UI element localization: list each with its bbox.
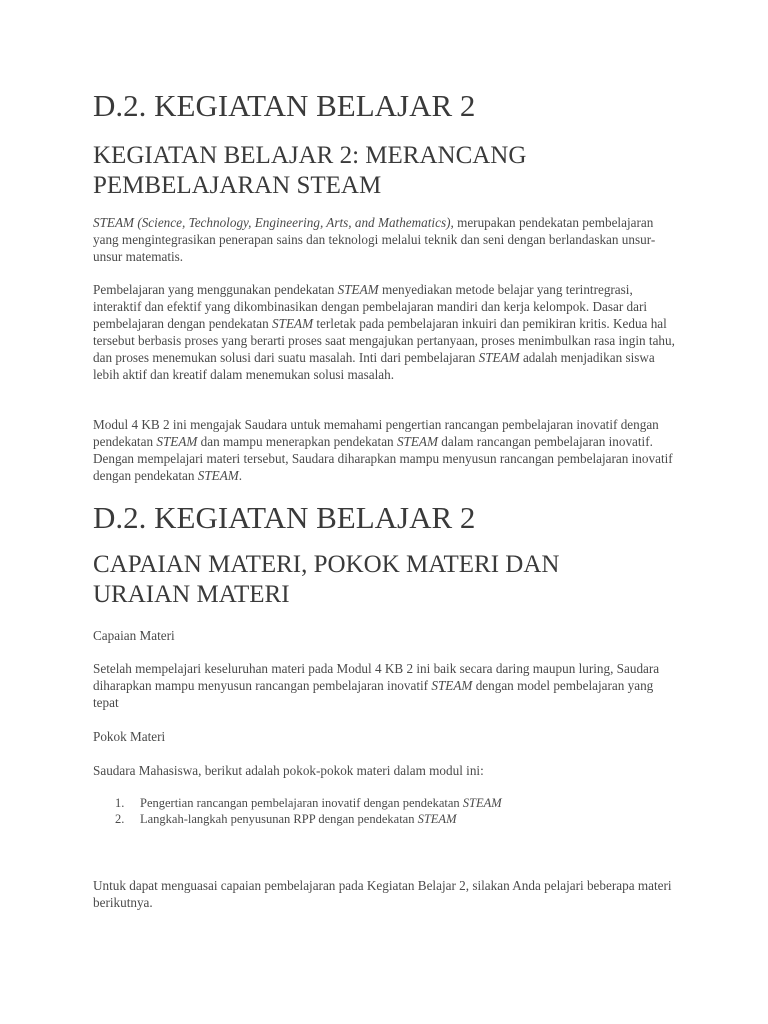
p3-text-2: dan mampu menerapkan pendekatan [197,434,397,449]
p2-steam-3: STEAM [478,350,520,365]
section-1-subtitle: KEGIATAN BELAJAR 2: MERANCANG PEMBELAJARAN STEAM [93,142,527,199]
section-2-heading: D.2. KEGIATAN BELAJAR 2 [93,500,476,535]
p2-text-3: terletak pada pembelajaran inkuiri dan pemikiran kritis. Kedua hal tersebut berbasis proses yang berarti proses saat mengajukan pertanyaan, proses menimbulkan rasa ingin tahu, dan proses menemukan solusi dari suatu masalah. Inti dari pembelajaran [93,316,675,365]
pokok-materi-label: Pokok Materi [93,729,166,744]
module-intro-paragraph [93,416,678,484]
section-2-subtitle: CAPAIAN MATERI, POKOK MATERI DAN URAIAN MATERI [93,551,560,608]
capaian-materi-text [93,660,678,711]
p2-steam-1: STEAM [337,282,379,297]
p3-text-4: . [238,468,243,483]
p3-text-3: dalam rancangan pembelajaran inovatif. Dengan mempelajari materi tersebut, Saudara diharapkan mampu menyusun rancangan pembelajaran inovatif dengan pendekatan [93,434,673,483]
list-item [93,795,653,811]
p3-steam-1: STEAM [156,434,198,449]
capaian-materi-label: Capaian Materi [93,628,175,643]
list-item-text: Pengertian rancangan pembelajaran inovatif dengan pendekatan [140,796,463,810]
list-item-number: 2. [115,812,125,826]
capaian-steam: STEAM [431,678,473,693]
closing-paragraph: Untuk dapat menguasai capaian pembelajaran pada Kegiatan Belajar 2, silakan Anda pelajari beberapa materi berikutnya. [93,878,672,910]
pokok-materi-intro: Saudara Mahasiswa, berikut adalah pokok-pokok materi dalam modul ini: [93,763,484,778]
p3-steam-2: STEAM [396,434,438,449]
list-item-text: Langkah-langkah penyusunan RPP dengan pendekatan [140,812,418,826]
list-item-italic: STEAM [417,812,457,826]
p3-steam-3: STEAM [197,468,239,483]
p2-text-2: menyediakan metode belajar yang terintregrasi, interaktif dan efektif yang dikombinasikan dengan pembelajaran mandiri dan kerja kelompok. Dasar dari pembelajaran dengan pendekatan [93,282,648,331]
p3-text-1: Modul 4 KB 2 ini mengajak Saudara untuk memahami pengertian rancangan pembelajaran inovatif dengan pendekatan [93,417,659,449]
steam-definition-italic: STEAM (Science, Technology, Engineering, Arts, and Mathematics), [93,215,454,230]
steam-method-paragraph [93,281,678,383]
steam-definition-paragraph [93,214,678,265]
p2-text-1: Pembelajaran yang menggunakan pendekatan [93,282,338,297]
list-item-italic: STEAM [462,796,502,810]
p2-steam-2: STEAM [272,316,314,331]
capaian-text-1: Setelah mempelajari keseluruhan materi pada Modul 4 KB 2 ini baik secara daring maupun luring, Saudara diharapkan mampu menyusun rancangan pembelajaran inovatif [93,661,660,693]
steam-definition-text: merupakan pendekatan pembelajaran yang mengintegrasikan penerapan sains dan teknologi melalui teknik dan seni dengan berlandaskan unsur-unsur matematis. [93,215,656,264]
p2-text-4: adalah menjadikan siswa lebih aktif dan kreatif dalam menemukan solusi masalah. [93,350,655,382]
list-item-number: 1. [115,796,125,810]
capaian-text-2: dengan model pembelajaran yang tepat [93,678,654,710]
pokok-materi-list [93,795,653,827]
section-1-heading: D.2. KEGIATAN BELAJAR 2 [93,88,476,123]
list-item [93,811,653,827]
